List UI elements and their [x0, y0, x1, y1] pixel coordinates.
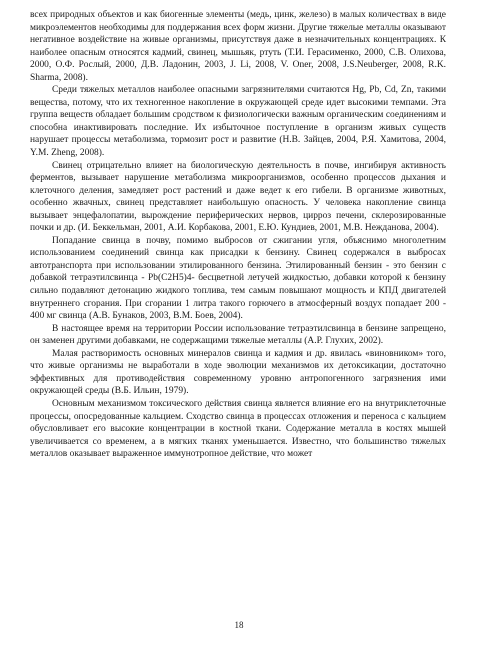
paragraph-7: Основным механизмом токсического действия свинца является влияние его на внутриклеточные процессы, опосредованные кальцием. Сходство свинца в процессах отложения и переноса с кальцием обусловливает его высокие концентрации в костной ткани. Содержание металла в костях мышей увеличивается со временем, а в мягких тканях уменьшается. Известно, что большинство тяжелых металлов оказывает выраженное иммунотропное действие, что может: [30, 398, 446, 460]
paragraph-3: Свинец отрицательно влияет на биологическую деятельность в почве, ингибируя активность ферментов, вызывает нарушение метаболизма микроорганизмов, особенно процессов дыхания и клеточного деления, замедляет рост растений и даже ведет к его гибели. В организме животных, особенно жвачных, свинец представляет наибольшую опасность. У человека накопление свинца вызывает энцефалопатии, вырождение периферических нервов, цирроз печени, склерозированные почки и др. (И. Беккельман, 2001, А.И. Корбакова, 2001, Е.Ю. Кундиев, 2001, М.В. Нежданова, 2004).: [30, 160, 446, 234]
paragraph-5: В настоящее время на территории России использование тетраэтилсвинца в бензине запрещено, он заменен другими добавками, не содержащими тяжелые металлы (А.Р. Глухих, 2002).: [30, 323, 446, 347]
body-text: [30, 9, 446, 461]
paragraph-1: всех природных объектов и как биогенные элементы (медь, цинк, железо) в малых количествах в виде микроэлементов необходимы для поддержания всех форм жизни. Другие тяжелые металлы оказывают негативное воздействие на живые организмы, присутствуя даже в незначительных концентрациях. К наиболее опасным относятся кадмий, свинец, мышьяк, ртуть (Т.И. Герасименко, 2000, С.В. Олихова, 2000, О.Ф. Рослый, 2000, Д.В. Ладонин, 2003, J. Li, 2008, V. Oner, 2008, J.S.Neuberger, 2008, R.K. Sharma, 2008).: [30, 10, 446, 83]
page-number: 18: [234, 620, 244, 630]
paragraph-4: Попадание свинца в почву, помимо выбросов от сжигании угля, объяснимо многолетним использованием соединений свинца как присадки к бензину. Свинец содержался в выбросах автотранспорта при использовании этилированного бензина. Этилированный бензин - это бензин с добавкой тетраэтилсвинца - Pb(C2H5)4- бесцветной летучей жидкостью, добавки которой к бензину сильно подавляют детонацию жидкого топлива, тем самым повышают мощность и КПД двигателей внутреннего сгорания. При сгорании 1 литра такого горючего в атмосферный воздух попадает 200 - 400 мг свинца (А.В. Бунаков, 2003, В.М. Боев, 2004).: [30, 235, 446, 322]
paragraph-2: Среди тяжелых металлов наиболее опасными загрязнителями считаются Hg, Pb, Cd, Zn, такими вещества, потому, что их техногенное накопление в окружающей среде идет высокими темпами. Эта группа веществ обладает большим сродством к физиологически важным органическим соединениям и способна инактивировать последние. Их избыточное поступление в организм живых существ нарушает процессы метаболизма, тормозит рост и развитие (Н.В. Зайцев, 2004, Р.Я. Хамитова, 2004, Y.M. Zheng, 2008).: [30, 85, 446, 159]
paragraph-6: Малая растворимость основных минералов свинца и кадмия и др. явилась «виновником» того, что живые организмы не выработали в ходе эволюции механизмов их детоксикации, достаточно эффективных для противодействия современному уровню антропогенного загрязнения ими окружающей среды (В.Б. Ильин, 1979).: [30, 348, 446, 397]
